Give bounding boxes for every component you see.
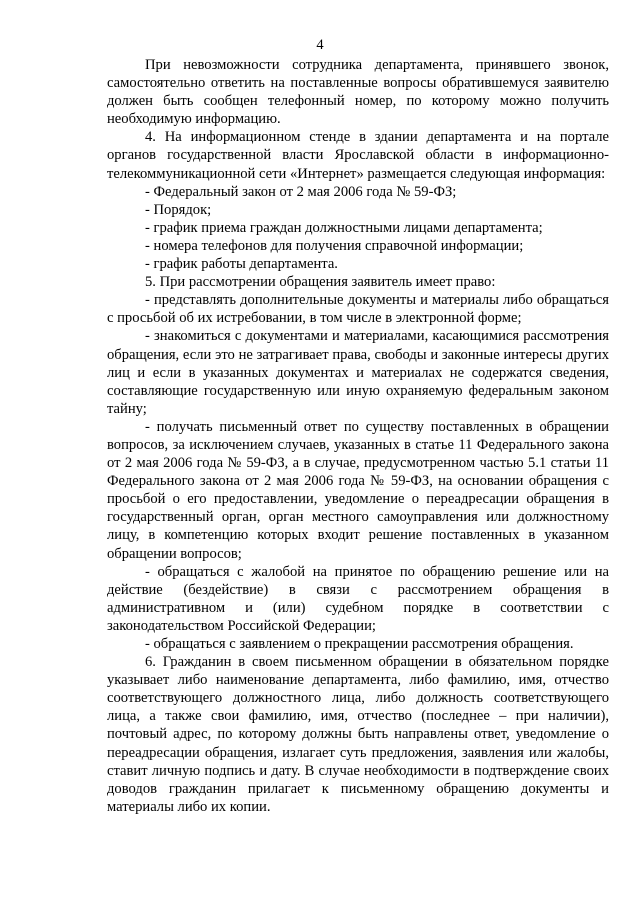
page-number: 4 [316,37,324,53]
list-item: - получать письменный ответ по существу поставленных в обращении вопросов, за исключением случаев, указанных в статье 11 Федерального закона от 2 мая 2006 года № 59-ФЗ, а в случае, предусмотренном частью 5.1 статьи 11 Федерального закона от 2 мая 2006 года № 59-ФЗ, на основании обращения с просьбой о его предоставлении, уведомление о переадресации обращения в государственный орган, орган местного самоуправления или должностному лицу, в компетенцию которых входит решение поставленных в указанном обращении вопросов; [107,418,609,562]
list-item: - знакомиться с документами и материалами, касающимися рассмотрения обращения, если это не затрагивает права, свободы и законные интересы других лиц и если в указанных документах и материалах не содержатся сведения, составляющие государственную или иную охраняемую федеральным законом тайну; [107,328,609,417]
list-item: - представлять дополнительные документы и материалы либо обращаться с просьбой об их истребовании, в том числе в электронной форме; [107,292,609,327]
list-item: - обращаться с жалобой на принятое по обращению решение или на действие (бездействие) в связи с рассмотрением обращения в административном и (или) судебном порядке в соответствии с законодательством Российской Федерации; [107,563,609,634]
paragraph-item-6: 6. Гражданин в своем письменном обращении в обязательном порядке указывает либо наименование департамента, либо фамилию, имя, отчество соответствующего должностного лица, либо должность соответствующего лица, а также свои фамилию, имя, отчество (последнее – при наличии), почтовый адрес, по которому должны быть направлены ответ, уведомление о переадресации обращения, излагает суть предложения, заявления или жалобы, ставит личную подпись и дату. В случае необходимости в подтверждение своих доводов гражданин прилагает к письменному обращению документы и материалы либо их копии. [107,654,609,815]
paragraph-phone-info: При невозможности сотрудника департамента, принявшего звонок, самостоятельно ответить на поставленные вопросы обратившемуся заявителю должен быть сообщен телефонный номер, по которому можно получить необходимую информацию. [107,57,609,128]
list-item: - номера телефонов для получения справочной информации; [145,237,524,254]
list-item: - обращаться с заявлением о прекращении рассмотрения обращения. [145,636,574,652]
list-item: - Порядок; [145,201,212,218]
document-body [107,56,609,816]
list-item: - график приема граждан должностными лицами департамента; [145,219,543,236]
paragraph-item-4: 4. На информационном стенде в здании департамента и на портале органов государственной власти Ярославской области в информационно-телекоммуникационной сети «Интернет» размещается следующая информация: [107,129,609,182]
list-item: - график работы департамента. [145,256,338,273]
paragraph-item-5: 5. При рассмотрении обращения заявитель имеет право: [145,274,496,291]
list-item: - Федеральный закон от 2 мая 2006 года № 59-ФЗ; [145,183,457,200]
